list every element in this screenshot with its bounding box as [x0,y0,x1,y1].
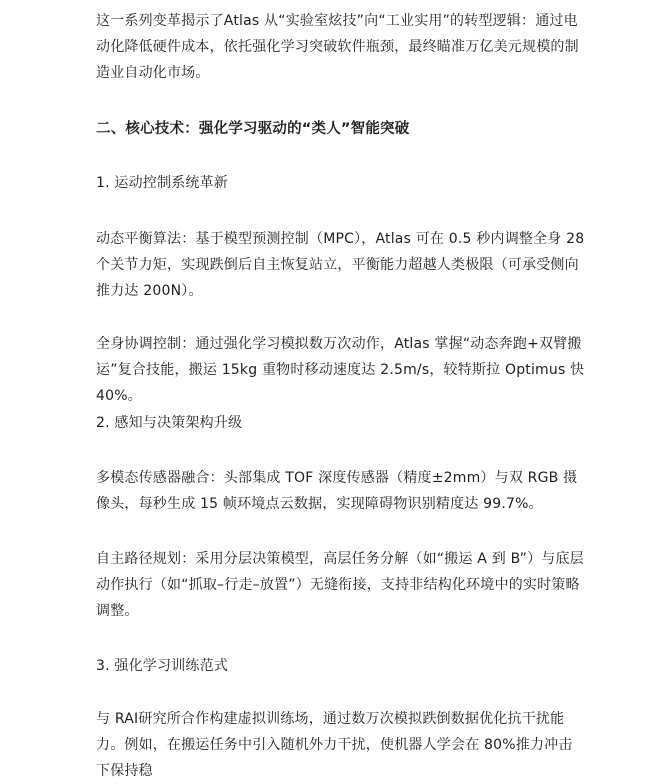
subsection-3-title: 3. 强化学习训练范式 [96,658,229,674]
subsection-1-title: 1. 运动控制系统革新 [96,175,229,191]
section-heading: 二、核心技术：强化学习驱动的“类人”智能突破 [96,121,410,137]
paragraph-sensor-fusion: 多模态传感器融合：头部集成 TOF 深度传感器（精度±2mm）与双 RGB 摄像头，每秒生成 15 帧环境点云数据，实现障碍物识别精度达 99.7%。 [96,470,578,512]
paragraph-path-planning: 自主路径规划：采用分层决策模型，高层任务分解（如“搬运 A 到 B”）与底层动作执行（如“抓取–行走–放置”）无缝衔接，支持非结构化环境中的实时策略调整。 [96,551,584,619]
subsection-2-title: 2. 感知与决策架构升级 [96,415,243,431]
paragraph-dynamic-balance: 动态平衡算法：基于模型预测控制（MPC），Atlas 可在 0.5 秒内调整全身 28 个关节力矩，实现跌倒后自主恢复站立，平衡能力超越人类极限（可承受侧向推力达 200N）。 [96,231,585,299]
paragraph-rl-training: 与 RAI研究所合作构建虚拟训练场，通过数万次模拟跌倒数据优化抗干扰能力。例如，在搬运任务中引入随机外力干扰，使机器人学会在 80%推力冲击下保持稳 [96,711,573,779]
intro-paragraph: 这一系列变革揭示了Atlas 从“实验室炫技”向“工业实用”的转型逻辑：通过电动化降低硬件成本，依托强化学习突破软件瓶颈，最终瞄准万亿美元规模的制造业自动化市场。 [96,13,579,81]
paragraph-whole-body-control: 全身协调控制：通过强化学习模拟数万次动作，Atlas 掌握“动态奔跑+双臂搬运”复合技能，搬运 15kg 重物时移动速度达 2.5m/s，较特斯拉 Optimus 快 40%。 [96,336,585,404]
